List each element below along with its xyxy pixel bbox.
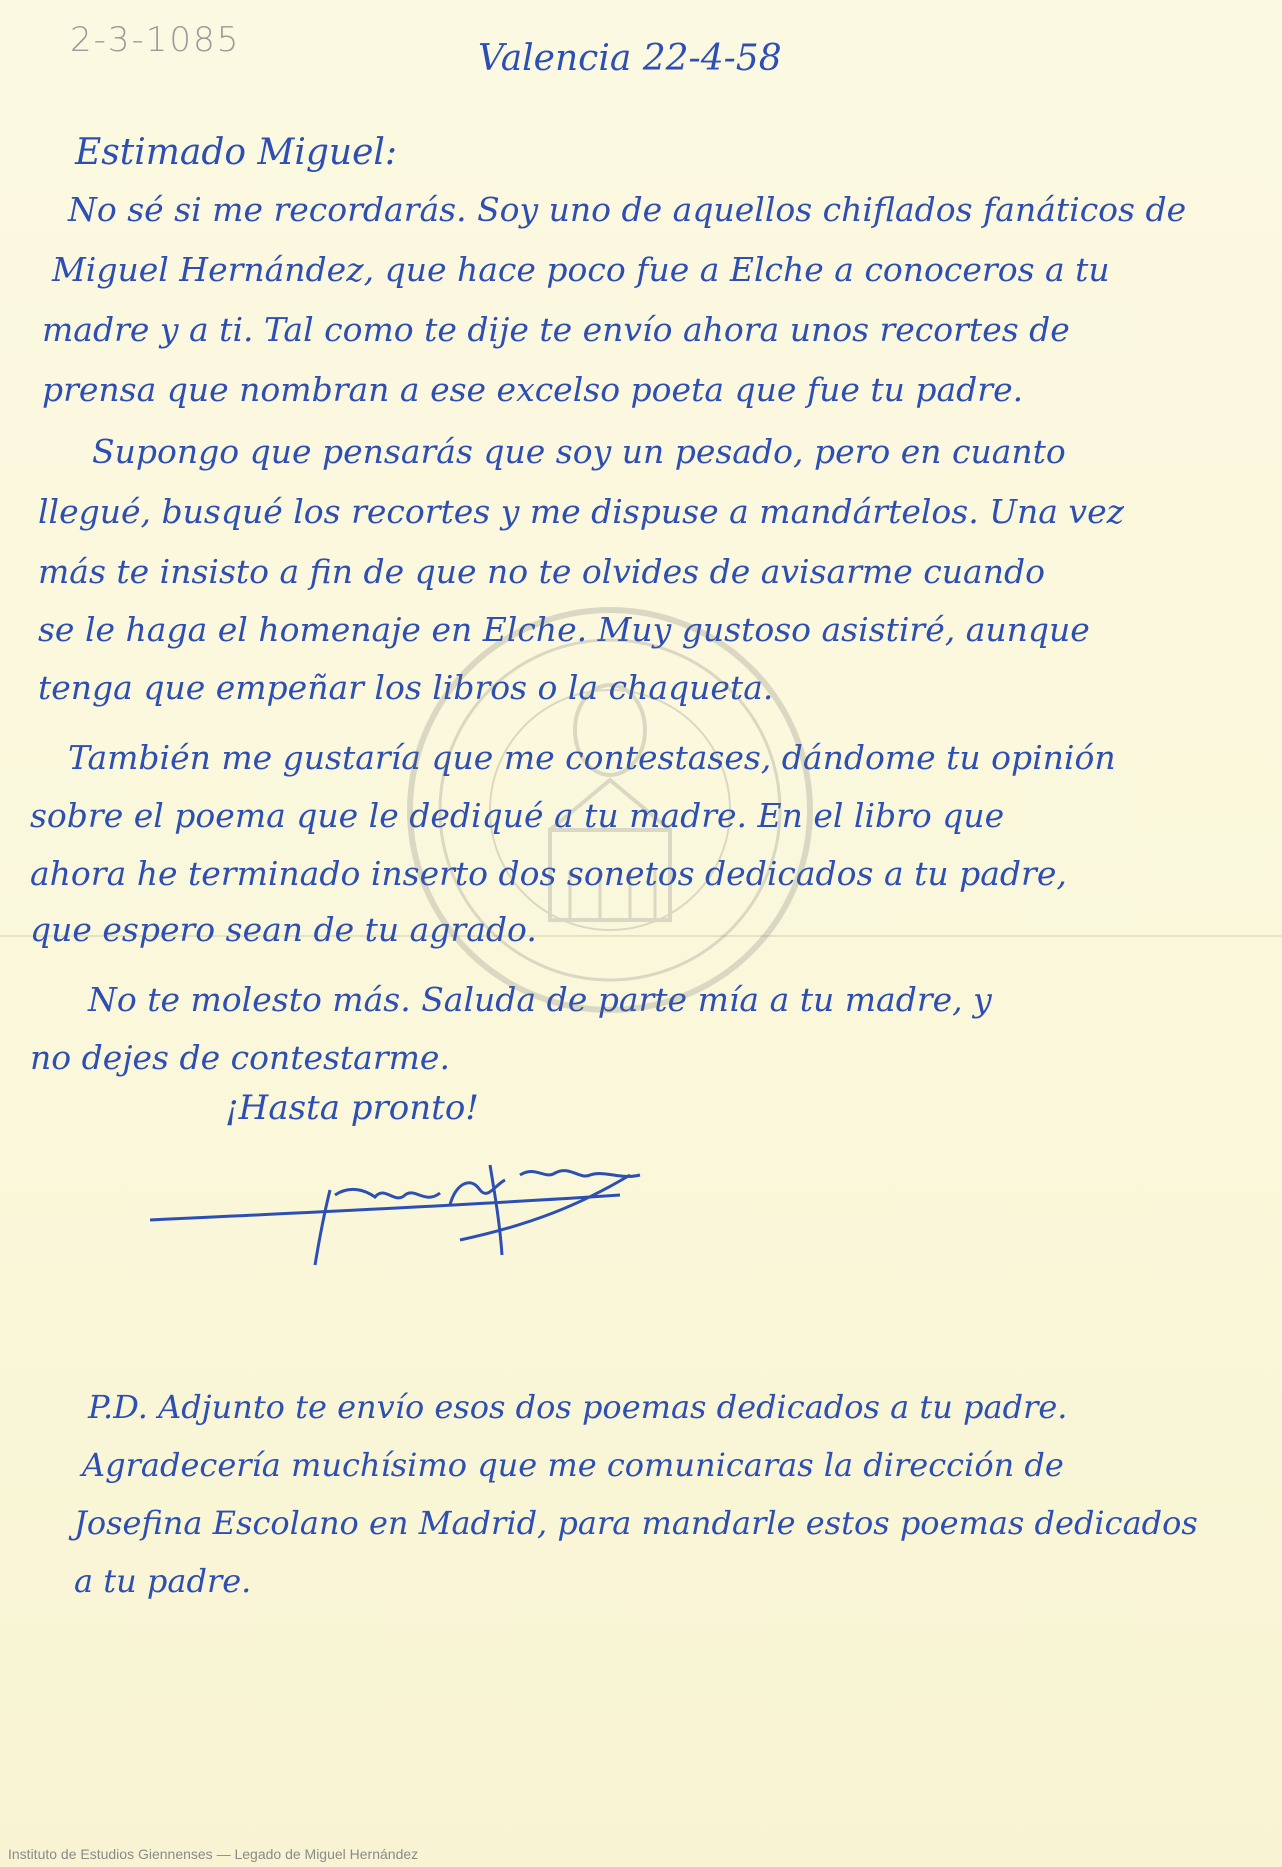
letter-line: También me gustaría que me contestases, dándome tu opinión (68, 738, 1116, 777)
letter-line: No sé si me recordarás. Soy uno de aquellos chiflados fanáticos de (68, 190, 1187, 229)
letter-line: Miguel Hernández, que hace poco fue a Elche a conoceros a tu (52, 250, 1110, 289)
ps-line: a tu padre. (74, 1562, 252, 1600)
letter-line: se le haga el homenaje en Elche. Muy gustoso asistiré, aunque (38, 610, 1090, 649)
letter-line: Supongo que pensarás que soy un pesado, pero en cuanto (92, 432, 1066, 471)
letter-line: ahora he terminado inserto dos sonetos dedicados a tu padre, (30, 854, 1067, 893)
ps-line: Agradecería muchísimo que me comunicaras la dirección de (82, 1446, 1064, 1484)
letter-line: No te molesto más. Saluda de parte mía a tu madre, y (88, 980, 992, 1019)
letter-line: llegué, busqué los recortes y me dispuse a mandártelos. Una vez (38, 492, 1124, 531)
letter-line: tenga que empeñar los libros o la chaqueta. (38, 668, 774, 707)
letter-line: prensa que nombran a ese excelso poeta que fue tu padre. (42, 370, 1024, 409)
seal-watermark-icon (400, 600, 820, 1020)
ps-line: Josefina Escolano en Madrid, para mandarle estos poemas dedicados (74, 1504, 1198, 1542)
letter-line: más te insisto a fin de que no te olvides de avisarme cuando (38, 552, 1045, 591)
signature (150, 1135, 770, 1275)
letter-line: no dejes de contestarme. (30, 1038, 450, 1077)
date-line: Valencia 22-4-58 (478, 38, 782, 79)
ps-line: P.D. Adjunto te envío esos dos poemas dedicados a tu padre. (88, 1388, 1068, 1426)
archive-reference: 2-3-1085 (70, 20, 241, 60)
letter-line: que espero sean de tu agrado. (30, 910, 537, 949)
salutation: Estimado Miguel: (75, 132, 398, 173)
footer-credit: Instituto de Estudios Giennenses — Legado de Miguel Hernández (8, 1846, 419, 1862)
letter-line: madre y a ti. Tal como te dije te envío ahora unos recortes de (42, 310, 1070, 349)
closing-line: ¡Hasta pronto! (225, 1088, 479, 1128)
letter-line: sobre el poema que le dediqué a tu madre. En el libro que (30, 796, 1005, 835)
